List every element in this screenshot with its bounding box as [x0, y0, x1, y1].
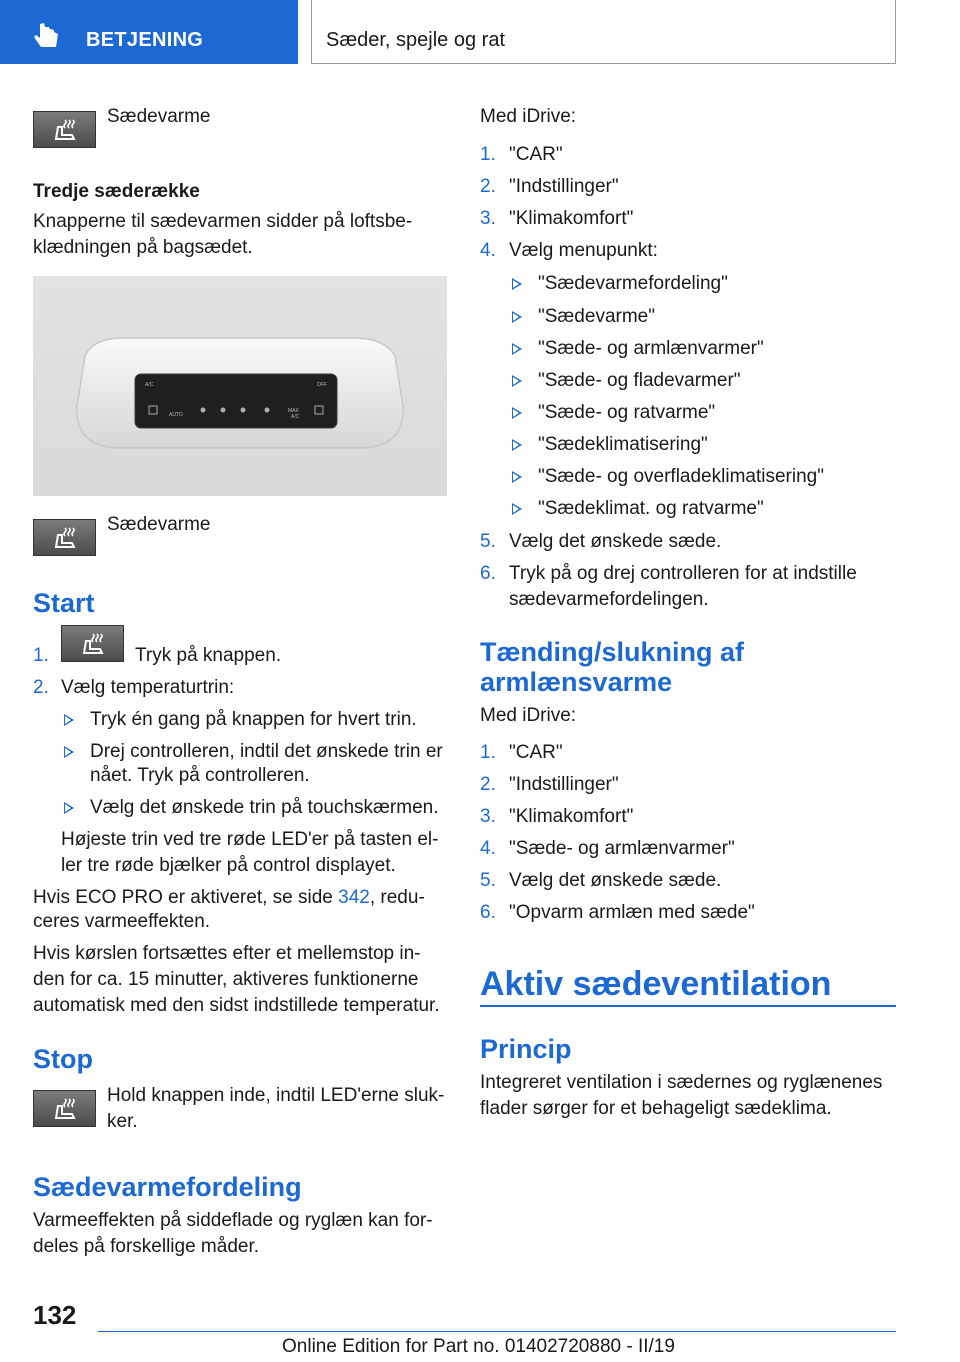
step-text: Vælg det ønskede sæde. — [509, 870, 722, 891]
bullet-text: Drej controlleren, indtil det ønskede trin er — [90, 741, 443, 762]
menu-item: "Sædevarme" — [538, 306, 655, 327]
step-number: 6. — [480, 902, 496, 923]
stop-text-1: Hold knappen inde, indtil LED'erne sluk- — [107, 1085, 445, 1106]
step-number: 4. — [480, 240, 496, 261]
step-number: 3. — [480, 806, 496, 827]
idrive-label-2: Med iDrive: — [480, 705, 577, 726]
eco-pro-text-1: Hvis ECO PRO er aktiveret, se side 342, redu- — [33, 887, 425, 908]
seat-heating-icon — [50, 1096, 80, 1122]
step-text: "Indstillinger" — [509, 774, 619, 795]
principle-text-2: flader sørger for et behageligt sædeklima. — [480, 1098, 832, 1119]
step-text: Vælg temperaturtrin: — [61, 677, 235, 698]
step-text: Tryk på og drej controlleren for at indstille — [509, 563, 857, 584]
highest-step-text-2: ler tre røde bjælker på control displayet. — [61, 855, 396, 876]
bullet-text: Tryk én gang på knappen for hvert trin. — [90, 709, 417, 730]
step-number: 4. — [480, 838, 496, 859]
stop-text-2: ker. — [107, 1111, 138, 1132]
menu-item: "Sædeklimat. og ratvarme" — [538, 498, 764, 519]
step-text: "CAR" — [509, 742, 563, 763]
footer-rule — [98, 1331, 896, 1332]
menu-item: "Sæde- og overfladeklimatisering" — [538, 466, 824, 487]
seat-heating-button-image-4 — [33, 1090, 96, 1127]
step-text: Vælg det ønskede sæde. — [509, 531, 722, 552]
heading-rule — [480, 1005, 896, 1007]
svg-text:MAX: MAX — [288, 408, 299, 414]
seat-heating-button-image-3 — [61, 625, 124, 662]
menu-item: "Sædeklimatisering" — [538, 434, 708, 455]
svg-text:A/C: A/C — [145, 382, 154, 388]
highest-step-text-1: Højeste trin ved tre røde LED'er på tasten el- — [61, 829, 439, 850]
stop-heading: Stop — [33, 1044, 93, 1074]
bullet-triangle-icon — [64, 802, 74, 814]
seat-heating-label-2: Sædevarme — [107, 514, 211, 535]
bullet-triangle-icon — [512, 439, 522, 451]
third-row-text-2: klædningen på bagsædet. — [33, 237, 253, 258]
seat-heating-icon — [78, 631, 108, 657]
step-number: 1. — [480, 144, 496, 165]
step-number: 2. — [33, 677, 49, 698]
step-text: "Klimakomfort" — [509, 806, 634, 827]
continue-text-3: automatisk med den sidst indstillede temperatur. — [33, 995, 440, 1016]
step-number: 6. — [480, 563, 496, 584]
step-number: 3. — [480, 208, 496, 229]
page-number: 132 — [33, 1300, 77, 1330]
continue-text-1: Hvis kørslen fortsættes efter et mellemstop in- — [33, 943, 421, 964]
bullet-triangle-icon — [512, 375, 522, 387]
menu-item: "Sæde- og ratvarme" — [538, 402, 716, 423]
overhead-control-panel-photo — [33, 276, 447, 496]
step-number: 5. — [480, 870, 496, 891]
bullet-triangle-icon — [64, 714, 74, 726]
seat-heating-label: Sædevarme — [107, 106, 211, 127]
svg-text:OFF: OFF — [317, 382, 327, 388]
distribution-heading: Sædevarmefordeling — [33, 1172, 302, 1202]
step-text: "CAR" — [509, 144, 563, 165]
svg-text:A/C: A/C — [291, 414, 300, 420]
page-title: Sæder, spejle og rat — [326, 29, 505, 51]
bullet-triangle-icon — [64, 746, 74, 758]
distribution-text-1: Varmeeffekten på siddeflade og ryglæn kan for- — [33, 1210, 433, 1231]
step-number: 1. — [33, 645, 49, 666]
start-heading: Start — [33, 588, 95, 618]
third-row-heading: Tredje sæderække — [33, 181, 200, 202]
armrest-heading-1: Tænding/slukning af — [480, 637, 744, 667]
menu-item: "Sædevarmefordeling" — [538, 273, 728, 294]
step-number: 1. — [480, 742, 496, 763]
principle-text-1: Integreret ventilation i sædernes og ryglænenes — [480, 1072, 883, 1093]
bullet-triangle-icon — [512, 343, 522, 355]
bullet-triangle-icon — [512, 278, 522, 290]
menu-item: "Sæde- og fladevarmer" — [538, 370, 741, 391]
bullet-triangle-icon — [512, 471, 522, 483]
step-number: 5. — [480, 531, 496, 552]
idrive-label: Med iDrive: — [480, 106, 577, 127]
seat-heating-icon — [50, 525, 80, 551]
third-row-text-1: Knapperne til sædevarmen sidder på loftsbe- — [33, 211, 413, 232]
distribution-text-2: deles på forskellige måder. — [33, 1236, 260, 1257]
bullet-triangle-icon — [512, 503, 522, 515]
step-text: "Opvarm armlæn med sæde" — [509, 902, 755, 923]
bullet-text: Vælg det ønskede trin på touchskærmen. — [90, 797, 439, 818]
active-ventilation-heading: Aktiv sædeventilation — [480, 965, 832, 1003]
step-text: Tryk på knappen. — [135, 645, 282, 666]
seat-heating-icon — [50, 117, 80, 143]
svg-text:AUTO: AUTO — [169, 412, 183, 418]
hand-icon — [30, 20, 64, 50]
menu-item: "Sæde- og armlænvarmer" — [538, 338, 764, 359]
bullet-triangle-icon — [512, 407, 522, 419]
section-label: BETJENING — [86, 29, 204, 51]
step-text: Vælg menupunkt: — [509, 240, 658, 261]
seat-heating-button-image — [33, 111, 96, 148]
step-text: "Klimakomfort" — [509, 208, 634, 229]
eco-pro-text-2: ceres varmeeffekten. — [33, 911, 211, 932]
seat-heating-button-image-2 — [33, 519, 96, 556]
page-link-342[interactable]: 342 — [338, 887, 370, 908]
step-text: "Sæde- og armlænvarmer" — [509, 838, 735, 859]
edition-text: Online Edition for Part no. 01402720880 - II/19 — [282, 1336, 675, 1357]
principle-heading: Princip — [480, 1034, 572, 1064]
continue-text-2: den for ca. 15 minutter, aktiveres funktionerne — [33, 969, 419, 990]
step-text-cont: sædevarmefordelingen. — [509, 589, 709, 610]
step-text: "Indstillinger" — [509, 176, 619, 197]
step-number: 2. — [480, 176, 496, 197]
armrest-heading-2: armlænsvarme — [480, 667, 673, 697]
step-number: 2. — [480, 774, 496, 795]
bullet-triangle-icon — [512, 311, 522, 323]
section-tab[interactable] — [0, 0, 298, 64]
bullet-text-cont: nået. Tryk på controlleren. — [90, 765, 310, 786]
